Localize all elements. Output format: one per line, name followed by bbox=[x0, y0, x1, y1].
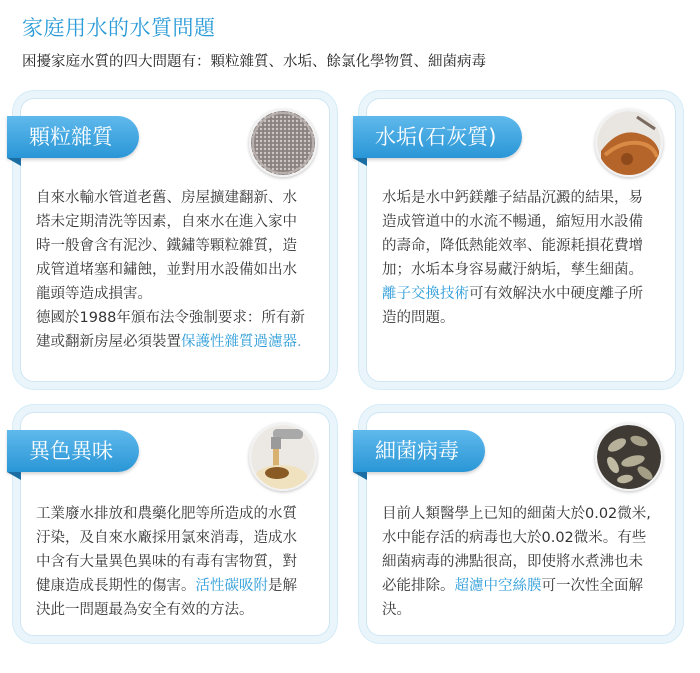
card-body-color-odor bbox=[36, 502, 319, 622]
card-tab-scale: 水垢(石灰質) bbox=[353, 116, 522, 158]
text-line: 目前人類醫學上已知的細菌大於0.02微米, bbox=[382, 506, 651, 522]
faucet-water-icon bbox=[249, 423, 317, 491]
text-segment: . bbox=[297, 334, 302, 350]
link-ion-exchange[interactable]: 離子交換技術 bbox=[382, 286, 469, 302]
link-activated-carbon[interactable]: 活性碳吸附 bbox=[195, 578, 268, 594]
text-line bbox=[382, 574, 665, 598]
text-line: 加；水垢本身容易藏汙納垢，孳生細菌。 bbox=[382, 262, 643, 278]
link-protective-filter[interactable]: 保護性雜質過濾器 bbox=[181, 334, 297, 350]
text-line: 中含有大量異色異味的有毒有害物質，對 bbox=[36, 554, 297, 570]
text-line: 造成管道中的水流不暢通，縮短用水設備 bbox=[382, 214, 643, 230]
text-line: 汙染，及自來水廠採用氯來消毒，造成水 bbox=[36, 530, 297, 546]
text-line: 工業廢水排放和農藥化肥等所造成的水質 bbox=[36, 506, 297, 522]
text-line: 決此一問題最為安全有效的方法。 bbox=[36, 602, 254, 618]
card-body-particles bbox=[36, 186, 319, 354]
text-line: 成管道堵塞和鏽蝕，並對用水設備如出水 bbox=[36, 262, 297, 278]
text-line: 造的問題。 bbox=[382, 310, 455, 326]
text-line: 細菌病毒的沸點很高，即使將水煮沸也未 bbox=[382, 554, 643, 570]
text-line: 時一般會含有泥沙、鐵鏽等顆粒雜質，造 bbox=[36, 238, 297, 254]
card-bacteria bbox=[366, 412, 676, 636]
card-body-scale bbox=[382, 186, 665, 330]
text-line: 塔未定期清洗等因素，自來水在進入家中 bbox=[36, 214, 297, 230]
text-line bbox=[36, 574, 319, 598]
text-segment: 健康造成長期性的傷害。 bbox=[36, 578, 196, 594]
text-line: 自來水輸水管道老舊、房屋擴建翻新、水 bbox=[36, 190, 297, 206]
text-line: 水中能存活的病毒也大於0.02微米。有些 bbox=[382, 530, 647, 546]
text-line: 決。 bbox=[382, 602, 411, 618]
card-body-bacteria bbox=[382, 502, 665, 622]
text-line: 水垢是水中鈣鎂離子結晶沉澱的結果，易 bbox=[382, 190, 643, 206]
text-line bbox=[36, 330, 319, 354]
text-line: 的壽命，降低熱能效率、能源耗損花費增 bbox=[382, 238, 643, 254]
filter-mesh-icon bbox=[249, 109, 317, 177]
text-segment: 可有效解決水中硬度離子所 bbox=[469, 286, 643, 302]
text-segment: 是解 bbox=[268, 578, 297, 594]
card-color-odor bbox=[20, 412, 330, 636]
page-subtitle: 困擾家庭水質的四大問題有：顆粒雜質、水垢、餘氯化學物質、細菌病毒 bbox=[22, 54, 486, 70]
scale-deposit-icon bbox=[595, 109, 663, 177]
card-tab-bacteria: 細菌病毒 bbox=[353, 430, 485, 472]
card-tab-color-odor: 異色異味 bbox=[7, 430, 139, 472]
link-uf-membrane[interactable]: 超濾中空絲膜 bbox=[454, 578, 542, 594]
bacteria-icon bbox=[595, 423, 663, 491]
page-title: 家庭用水的水質問題 bbox=[22, 16, 216, 40]
text-line bbox=[382, 282, 665, 306]
text-line: 龍頭等造成損害。 bbox=[36, 286, 152, 302]
card-scale bbox=[366, 98, 676, 382]
text-line: 德國於1988年頒布法令強制要求：所有新 bbox=[36, 310, 305, 326]
card-particles bbox=[20, 98, 330, 382]
text-segment: 建或翻新房屋必須裝置 bbox=[36, 334, 181, 350]
card-tab-particles: 顆粒雜質 bbox=[7, 116, 139, 158]
text-segment: 可一次性全面解 bbox=[541, 578, 643, 594]
text-segment: 必能排除。 bbox=[382, 578, 455, 594]
